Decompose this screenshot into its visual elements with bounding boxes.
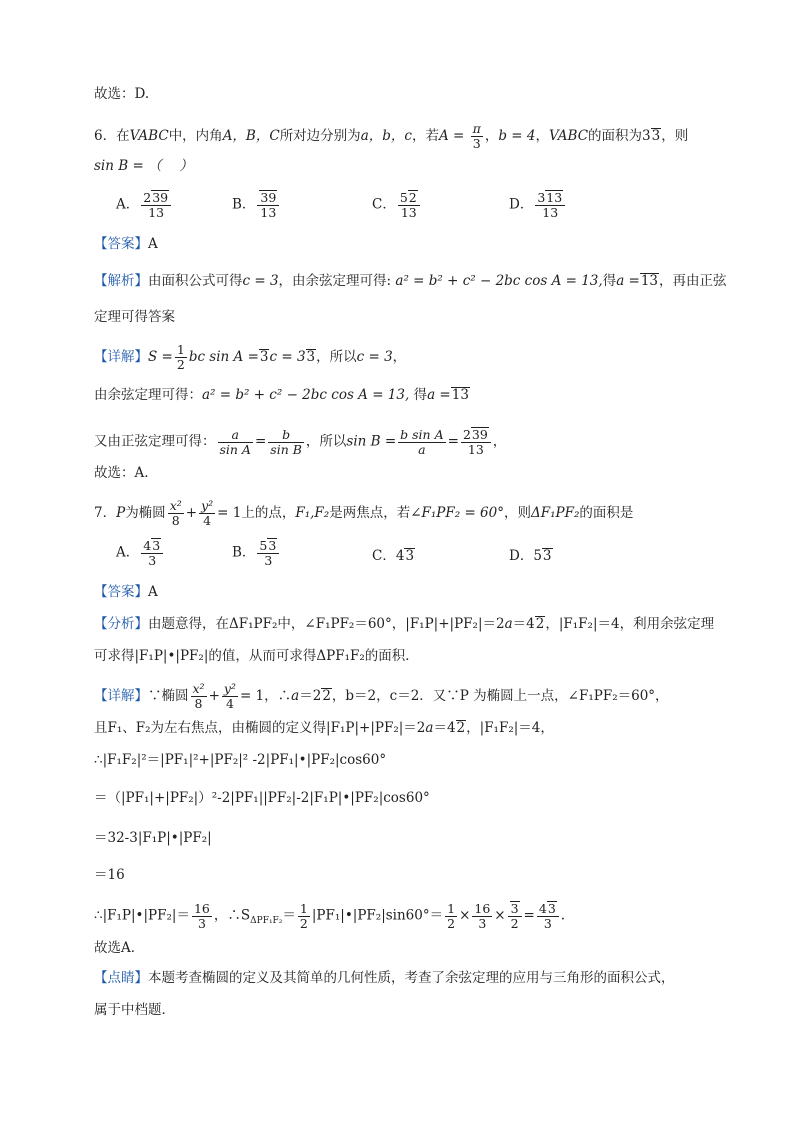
q6-answer: 【答案】A [94,236,158,252]
q7-option-b: B． $\frac{53}{3}$ [232,538,281,568]
q6-option-a: A． $\frac{239}{13}$ [116,190,173,220]
q7-detail-5: ＝32-3|F₁P|•|PF₂| [94,830,212,846]
q7-option-d: D．53 [509,548,552,564]
text-line: 故选：D. [94,86,150,102]
q7-detail-1: 【详解】∵椭圆 $\frac{\text{x²}}{8}$ + $\frac{\text{y²}}{4}$ = 1，∴a＝22，b＝2，c＝2．又∵P 为椭圆上一点，∠F₁PF₂＝60°， [94,681,669,711]
q6-option-b: B． $\frac{39}{13}$ [232,190,281,220]
q7-detail-6: ＝16 [94,867,125,883]
q7-detail-2: 且F₁、F₂为左右焦点，由椭圆的定义得|F₁P|+|PF₂|＝2a＝42，|F₁F₂|＝4， [94,720,554,736]
q6-option-c: C． $\frac{52}{13}$ [372,190,422,220]
q7-detail-7: ∴|F₁P|•|PF₂|＝ $\frac{16}{3}$ ，$\therefore S_{\Delta PF_1F_2}=$ $\frac{1}{2}$ |PF₁|•|PF₂|sin60°＝ $\frac{1}{2}$ × $\frac{16}{3}$ × $\frac{3}{2}$ = $\frac{43}{3}$ . [94,900,566,931]
q7-detail-3: ∴|F₁F₂|²＝|PF₁|²+|PF₂|² -2|PF₁|•|PF₂|cos60° [94,752,387,768]
q7-option-c: C．43 [372,548,415,564]
q6-option-d: D． $\frac{313}{13}$ [509,190,567,220]
q7-detail-4: ＝（|PF₁|+|PF₂|）²-2|PF₁||PF₂|-2|F₁P|•|PF₂|cos60° [94,790,430,806]
q7-analysis: 【分析】由题意得，在ΔF₁PF₂中，∠F₁PF₂＝60°，|F₁P|+|PF₂|＝2a＝42，|F₁F₂|＝4，利用余弦定理 [94,616,715,632]
question-7-stem: 7．P为椭圆 $\frac{\text{x²}}{8}$ + $\frac{\text{y²}}{4}$ = 1上的点，F₁,F₂是两焦点，若∠F₁PF₂ = 60°，则ΔF₁PF₂的面积是 [94,498,634,528]
comment-2: 属于中档题． [94,1002,175,1018]
q7-analysis-2: 可求得|F₁P|•|PF₂|的值，从而可求得ΔPF₁F₂的面积． [94,648,419,664]
q6-detail-1: 【详解】S = $\frac{1}{2}$ bc sin A =3c = 33，所以c = 3， [94,342,407,372]
q7-answer: 【答案】A [94,584,158,600]
q6-analysis: 【解析】由面积公式可得c = 3，由余弦定理可得: a² = b² + c² − 2bc cos A = 13,得a =13，再由正弦 [94,273,727,289]
q6-analysis-2: 定理可得答案 [94,309,175,325]
comment-1: 【点睛】本题考查椭圆的定义及其简单的几何性质，考查了余弦定理的应用与三角形的面积公式， [94,970,675,986]
q7-option-a: A． $\frac{43}{3}$ [116,538,165,568]
question-6-stem-2: sin B = （ ） [94,158,193,174]
q6-detail-3: 又由正弦定理可得： $\frac{a}{\text{sin A}}$ = $\frac{b}{\text{sin B}}$ ，所以sin B = $\frac{\text{b sin A}}{a}$ = $\frac{239}{13}$ ， [94,426,507,457]
text-line: 故选：A. [94,465,149,481]
q6-detail-2: 由余弦定理可得：a² = b² + c² − 2bc cos A = 13, 得a =13 [94,387,469,403]
text-line: 故选A． [94,940,145,956]
question-6-stem: 6．在VABC中，内角A，B，C所对边分别为a，b，c，若A = $\frac{\pi}{3}$ ，b = 4，VABC的面积为33，则 [94,121,689,151]
